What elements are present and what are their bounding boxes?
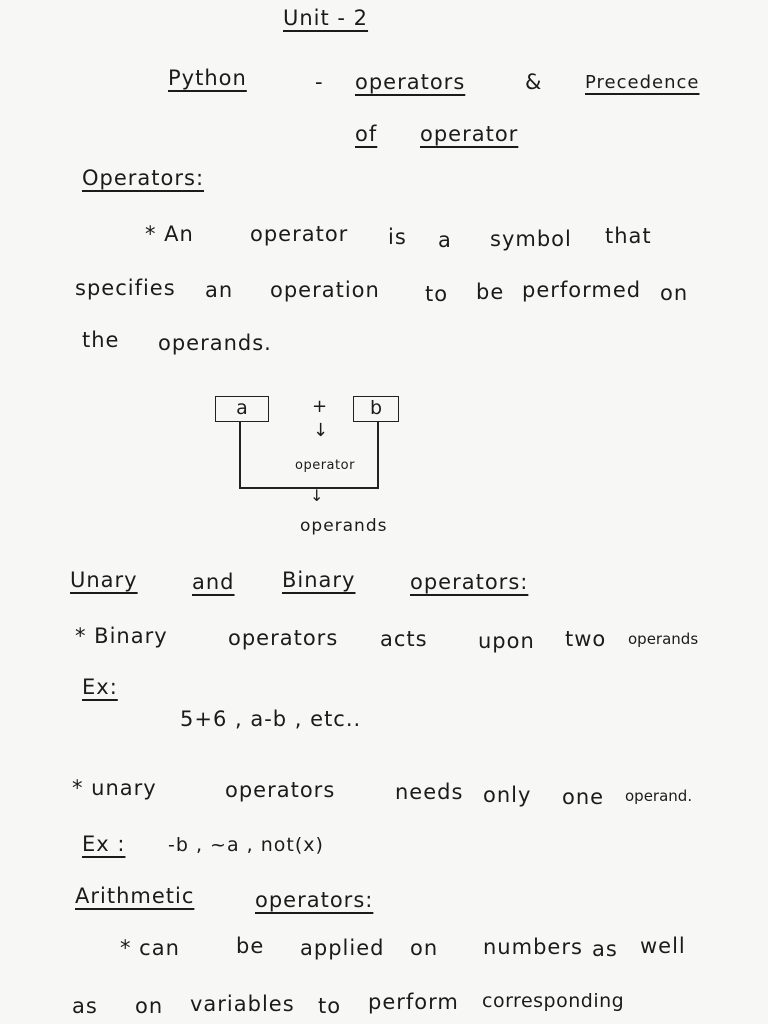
unit-heading: Unit - 2 <box>283 6 369 30</box>
line-word: operators <box>228 626 339 650</box>
arrow-down-icon: ↓ <box>310 486 325 505</box>
line-word: * An <box>145 222 194 246</box>
line-word: operators <box>225 778 336 802</box>
line-word: to <box>425 282 449 306</box>
line-word: operands <box>628 630 699 648</box>
line-word: corresponding <box>482 990 625 1012</box>
line-word: a <box>438 228 452 252</box>
line-word: well <box>640 934 686 958</box>
unary-heading: Unary <box>70 568 138 592</box>
line-word: upon <box>478 629 535 653</box>
line-word: on <box>660 281 689 305</box>
example-label: Ex : <box>82 832 126 856</box>
line-word: performed <box>522 278 642 302</box>
line-word: to <box>318 994 342 1018</box>
operand-b-label: b <box>369 397 383 419</box>
line-word: only <box>483 783 532 807</box>
line-word: operation <box>270 278 380 302</box>
operand-box-a <box>215 396 269 422</box>
title-operators: operators <box>355 70 466 94</box>
line-word: operator <box>250 222 349 246</box>
title-python: Python <box>168 66 247 90</box>
operand-box-b <box>353 396 399 422</box>
example-values: 5+6 , a-b , etc.. <box>180 707 362 731</box>
line-word: operand. <box>625 787 693 805</box>
line-word: is <box>388 225 407 249</box>
line-word: be <box>476 280 505 304</box>
line-word: two <box>565 627 607 651</box>
diagram-line-bottom <box>239 487 379 489</box>
plus-symbol: + <box>312 396 329 417</box>
line-word: applied <box>300 936 385 960</box>
line-word: needs <box>395 780 464 804</box>
operand-a-label: a <box>236 397 248 419</box>
arrow-down-icon: ↓ <box>313 420 330 441</box>
line-word: an <box>205 278 234 302</box>
line-word: * unary <box>72 776 157 800</box>
example-values: -b , ~a , not(x) <box>168 834 324 856</box>
line-word: operands. <box>158 331 272 355</box>
line-word: * Binary <box>75 624 168 648</box>
line-word: on <box>410 936 439 960</box>
title-precedence: Precedence <box>585 72 700 93</box>
line-word: that <box>605 224 652 248</box>
line-word: one <box>562 785 605 809</box>
line-word: as <box>592 937 618 961</box>
operator-diagram <box>205 386 415 546</box>
operators-heading: Operators: <box>82 166 205 190</box>
line-word: variables <box>190 992 295 1016</box>
diagram-line-left <box>239 422 241 488</box>
title-operator: operator <box>420 122 519 146</box>
title-of: of <box>355 122 378 146</box>
line-word: specifies <box>75 276 176 300</box>
line-word: the <box>82 328 120 352</box>
binary-heading: Binary <box>282 568 356 592</box>
arithmetic-heading: Arithmetic <box>75 884 195 908</box>
operands-label: operands <box>300 516 388 536</box>
line-word: perform <box>368 990 459 1014</box>
line-word: numbers <box>483 935 583 959</box>
title-ampersand: & <box>525 70 543 94</box>
title-dash: - <box>315 70 324 94</box>
line-word: * can <box>120 936 180 960</box>
line-word: on <box>135 994 164 1018</box>
line-word: symbol <box>490 227 572 251</box>
line-word: be <box>236 934 265 958</box>
operator-label: operator <box>295 458 355 473</box>
arithmetic-operators-heading: operators: <box>255 888 374 912</box>
and-heading: and <box>192 570 235 594</box>
diagram-line-right <box>377 422 379 488</box>
operators-subheading: operators: <box>410 570 529 594</box>
line-word: as <box>72 994 98 1018</box>
example-label: Ex: <box>82 675 118 699</box>
line-word: acts <box>380 627 428 651</box>
